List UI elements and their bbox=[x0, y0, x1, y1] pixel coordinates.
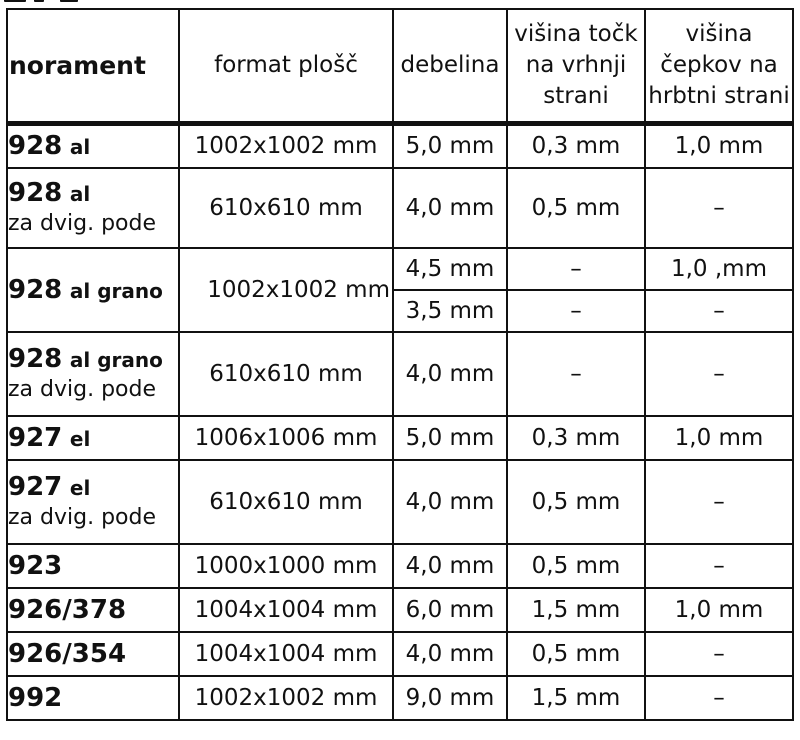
format-cell: 1000x1000 mm bbox=[179, 544, 393, 588]
format-cell: 1004x1004 mm bbox=[179, 632, 393, 676]
top-height-cell: 0,5 mm bbox=[507, 168, 645, 248]
norament-spec-table bbox=[6, 8, 794, 721]
thickness-cell: 4,0 mm bbox=[393, 460, 507, 544]
top-height-cell: 1,5 mm bbox=[507, 588, 645, 632]
thickness-cell: 3,5 mm bbox=[393, 290, 507, 332]
top-height-cell: 0,3 mm bbox=[507, 416, 645, 460]
header-stud-height-back: višina čepkov na hrbtni strani bbox=[645, 9, 793, 123]
back-height-cell: – bbox=[645, 676, 793, 720]
table-row bbox=[7, 632, 793, 676]
table-row bbox=[7, 544, 793, 588]
thickness-cell: 4,0 mm bbox=[393, 544, 507, 588]
format-cell: 610x610 mm bbox=[179, 332, 393, 416]
table-row bbox=[7, 248, 793, 290]
table-row bbox=[7, 332, 793, 416]
model-cell: 923 bbox=[7, 544, 179, 588]
model-cell: 927 el za dvig. pode bbox=[7, 460, 179, 544]
thickness-cell: 9,0 mm bbox=[393, 676, 507, 720]
format-cell: 1002x1002 mm bbox=[179, 248, 393, 332]
model-cell: 926/354 bbox=[7, 632, 179, 676]
model-cell: 928 al grano za dvig. pode bbox=[7, 332, 179, 416]
format-cell: 610x610 mm bbox=[179, 168, 393, 248]
thickness-cell: 4,0 mm bbox=[393, 168, 507, 248]
top-height-cell: 0,5 mm bbox=[507, 460, 645, 544]
header-format: format plošč bbox=[179, 9, 393, 123]
back-height-cell: – bbox=[645, 168, 793, 248]
header-row bbox=[7, 9, 793, 123]
format-cell: 1006x1006 mm bbox=[179, 416, 393, 460]
back-height-cell: – bbox=[645, 632, 793, 676]
model-cell: 928 al grano bbox=[7, 248, 179, 332]
thickness-cell: 6,0 mm bbox=[393, 588, 507, 632]
thickness-cell: 5,0 mm bbox=[393, 123, 507, 168]
top-height-cell: 0,5 mm bbox=[507, 632, 645, 676]
back-height-cell: 1,0 mm bbox=[645, 588, 793, 632]
back-height-cell: – bbox=[645, 460, 793, 544]
table-row bbox=[7, 123, 793, 168]
back-height-cell: 1,0 mm bbox=[645, 416, 793, 460]
format-cell: 1002x1002 mm bbox=[179, 676, 393, 720]
model-cell: 928 al za dvig. pode bbox=[7, 168, 179, 248]
model-cell: 927 el bbox=[7, 416, 179, 460]
table-row bbox=[7, 460, 793, 544]
top-height-cell: 1,5 mm bbox=[507, 676, 645, 720]
table-row bbox=[7, 676, 793, 720]
top-height-cell: 0,3 mm bbox=[507, 123, 645, 168]
back-height-cell: 1,0 mm bbox=[645, 123, 793, 168]
thickness-cell: 4,0 mm bbox=[393, 332, 507, 416]
back-height-cell: – bbox=[645, 544, 793, 588]
format-cell: 610x610 mm bbox=[179, 460, 393, 544]
format-cell: 1004x1004 mm bbox=[179, 588, 393, 632]
header-stud-height-top: višina točk na vrhnji strani bbox=[507, 9, 645, 123]
back-height-cell: – bbox=[645, 332, 793, 416]
table-row bbox=[7, 588, 793, 632]
table-row bbox=[7, 168, 793, 248]
cropped-heading-fragment bbox=[0, 0, 160, 8]
thickness-cell: 5,0 mm bbox=[393, 416, 507, 460]
model-cell: 928 al bbox=[7, 123, 179, 168]
thickness-cell: 4,5 mm bbox=[393, 248, 507, 290]
back-height-cell: 1,0 ,mm bbox=[645, 248, 793, 290]
model-cell: 992 bbox=[7, 676, 179, 720]
format-cell: 1002x1002 mm bbox=[179, 123, 393, 168]
header-model: norament bbox=[7, 9, 179, 123]
top-height-cell: 0,5 mm bbox=[507, 544, 645, 588]
top-height-cell: – bbox=[507, 248, 645, 290]
top-height-cell: – bbox=[507, 332, 645, 416]
thickness-cell: 4,0 mm bbox=[393, 632, 507, 676]
model-cell: 926/378 bbox=[7, 588, 179, 632]
table-row bbox=[7, 416, 793, 460]
top-height-cell: – bbox=[507, 290, 645, 332]
back-height-cell: – bbox=[645, 290, 793, 332]
header-thickness: debelina bbox=[393, 9, 507, 123]
